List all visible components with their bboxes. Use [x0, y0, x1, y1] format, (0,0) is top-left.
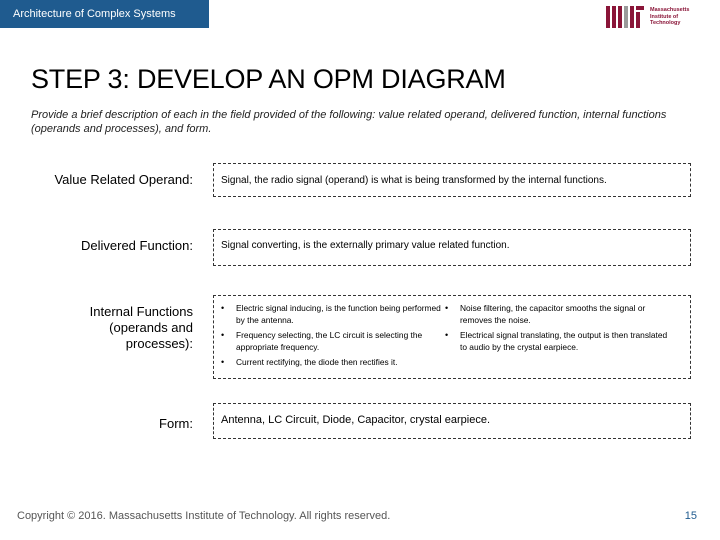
- value-operand-box: [213, 163, 691, 197]
- list-item: • Electrical signal translating, the output is then translated to audio by the crystal earpiece.: [445, 329, 673, 353]
- slide-subtitle: Provide a brief description of each in the field provided of the following: value related operand, delivered function, internal functions (operands and processes), and form.: [31, 109, 667, 135]
- course-title-bar: [0, 0, 209, 28]
- internal-functions-box: [213, 295, 691, 379]
- delivered-function-text: Signal converting, is the externally primary value related function.: [221, 240, 510, 251]
- mit-logo-icon: [606, 6, 644, 28]
- internal-functions-left-list: [221, 302, 449, 371]
- internal-functions-label: Internal Functions (operands and processes):: [89, 304, 193, 351]
- mit-logo-text: Massachusetts Institute of Technology: [650, 7, 690, 26]
- page-number: 15: [684, 510, 697, 522]
- value-operand-text: Signal, the radio signal (operand) is what is being transformed by the internal functions.: [221, 175, 607, 186]
- delivered-function-box: [213, 229, 691, 266]
- course-title: Architecture of Complex Systems: [13, 8, 176, 20]
- list-item: • Noise filtering, the capacitor smooths the signal or removes the noise.: [445, 302, 673, 326]
- form-box: [213, 403, 691, 439]
- copyright-footer: Copyright © 2016. Massachusetts Institute of Technology. All rights reserved.: [17, 510, 391, 522]
- list-item: • Frequency selecting, the LC circuit is selecting the appropriate frequency.: [221, 329, 449, 353]
- slide-title: STEP 3: DEVELOP AN OPM DIAGRAM: [31, 64, 506, 94]
- value-operand-label: Value Related Operand:: [54, 172, 193, 187]
- form-label: Form:: [159, 416, 193, 431]
- internal-functions-right-list: [445, 302, 673, 356]
- list-item: • Electric signal inducing, is the function being performed by the antenna.: [221, 302, 449, 326]
- delivered-function-label: Delivered Function:: [81, 238, 193, 253]
- mit-logo: [606, 6, 716, 28]
- list-item: • Current rectifying, the diode then rectifies it.: [221, 356, 449, 368]
- form-text: Antenna, LC Circuit, Diode, Capacitor, crystal earpiece.: [221, 414, 491, 426]
